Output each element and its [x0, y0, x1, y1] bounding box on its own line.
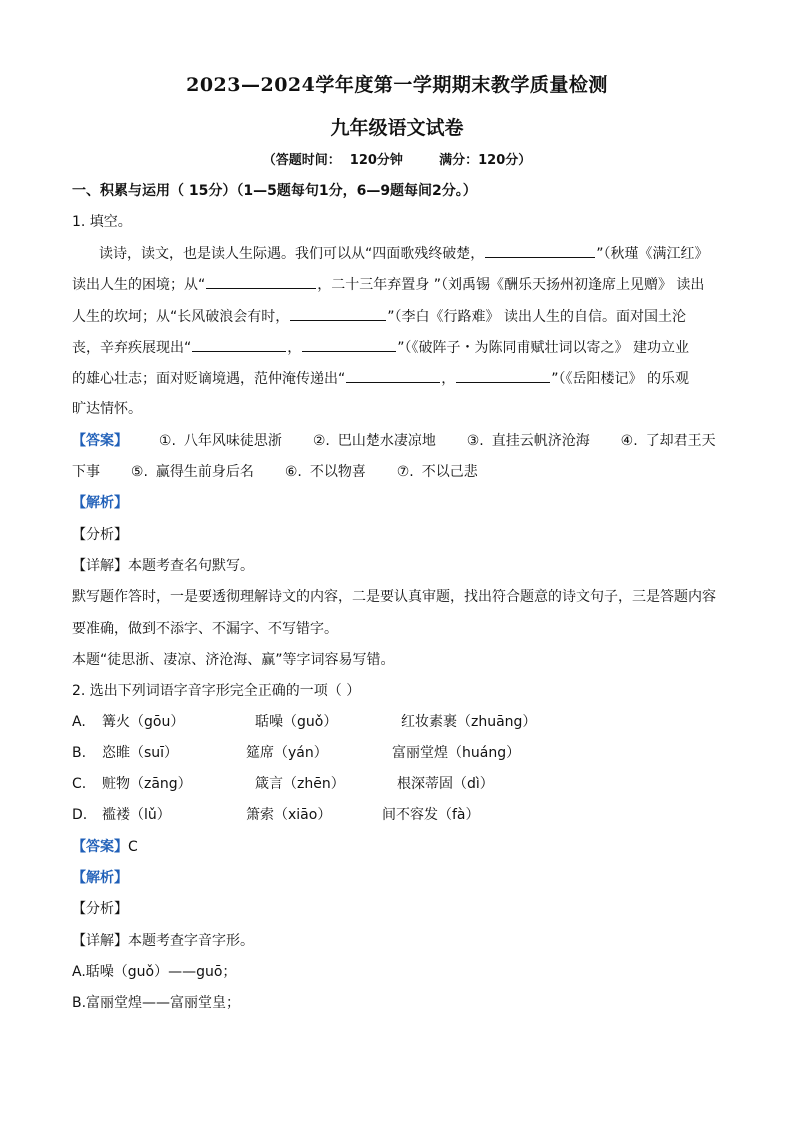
fill-blank [346, 368, 440, 383]
answer-number: ③. [466, 433, 484, 449]
time-info: （答题时间： 120分钟 满分：120分） [262, 153, 532, 168]
analysis-tag: 【解析】 [72, 495, 128, 511]
option-word: 红妆素裹（zhuāng） [401, 714, 537, 730]
passage-text: ”（李白《行路难》 读出人生的自信。面对国土沦 [387, 309, 686, 325]
option-label: B. [72, 745, 87, 761]
explanation-line: A.聒噪（guǒ）——guō； [72, 964, 237, 980]
option-d [72, 805, 732, 825]
option-c [72, 774, 732, 794]
fill-blank [290, 306, 386, 321]
option-word: 根深蒂固（dì） [397, 776, 494, 792]
passage-text: ”（《破阵子・为陈同甫赋壮词以寄之》 建功立业 [397, 340, 689, 356]
question-1-passage-line [72, 274, 732, 295]
option-word: 篝火（gōu） [102, 714, 185, 730]
fenxi-tag: 【分析】 [72, 527, 128, 543]
option-word: 赃物（zāng） [102, 776, 192, 792]
explanation-line: 默写题作答时，一是要透彻理解诗文的内容，二是要认真审题，找出符合题意的诗文句子，三是答题内容 [72, 589, 716, 605]
option-label: D. [72, 807, 88, 823]
option-label: A. [72, 714, 86, 730]
fill-blank [302, 337, 396, 352]
explanation-line: 本题“徒思浙、凄凉、济沧海、赢”等字词容易写错。 [72, 652, 395, 668]
option-word: 间不容发（fà） [382, 807, 480, 823]
detail-text: 本题考查名句默写。 [128, 558, 254, 574]
question-1-passage-line [72, 368, 732, 389]
exam-title: 2023—2024学年度第一学期期末教学质量检测 [186, 74, 608, 96]
fill-blank [485, 243, 595, 258]
section-heading: 一、积累与运用（ 15分）（1—5题每句1分，6—9题每间2分。） [72, 183, 477, 199]
question-1-passage-line: 旷达情怀。 [72, 401, 142, 417]
passage-text: 读出人生的困境；从“ [72, 277, 206, 293]
answer-number: ⑤. [130, 464, 148, 480]
passage-text: ， [441, 371, 456, 387]
answer-tag: 【答案】 [72, 433, 128, 449]
answer-text: 不以物喜 [309, 464, 366, 480]
passage-text: 的雄心壮志；面对贬谪境遇，范仲淹传递出“ [72, 371, 346, 387]
fenxi-tag: 【分析】 [72, 901, 128, 917]
option-word: 箫索（xiāo） [246, 807, 332, 823]
answer-text: 不以己悲 [421, 464, 478, 480]
explanation-line: B.富丽堂煌——富丽堂皇； [72, 995, 241, 1011]
question-2-stem: 2. 选出下列词语字音字形完全正确的一项（ ） [72, 683, 361, 699]
option-label: C. [72, 776, 87, 792]
detail-tag: 【详解】 [72, 933, 128, 949]
option-word: 褴褛（lǔ） [102, 807, 171, 823]
detail-line [72, 931, 732, 951]
exam-subtitle: 九年级语文试卷 [330, 117, 464, 139]
answer-text: C [128, 839, 138, 855]
passage-text: ，二十三年弃置身 ”（刘禹锡《酬乐天扬州初逢席上见赠》 读出 [317, 277, 705, 293]
option-word: 富丽堂煌（huáng） [392, 745, 521, 761]
passage-text: 丧，辛弃疾展现出“ [72, 340, 192, 356]
option-b [72, 743, 732, 763]
answer-number: ④. [620, 433, 638, 449]
passage-text: ”（《岳阳楼记》 的乐观 [551, 371, 689, 387]
answer-text: 直挂云帆济沧海 [491, 433, 590, 449]
analysis-tag: 【解析】 [72, 870, 128, 886]
fill-blank [206, 274, 316, 289]
answer-text: 了却君王天 [645, 433, 716, 449]
answer-text: 巴山楚水凄凉地 [337, 433, 436, 449]
passage-text: ， [287, 340, 302, 356]
answer-text: 八年风味徒思浙 [183, 433, 282, 449]
question-1-answer-cont [72, 462, 732, 482]
answer-number: ②. [312, 433, 330, 449]
answer-number: ⑦. [396, 464, 414, 480]
passage-text: 读诗，读文，也是读人生际遇。我们可以从“四面歌残终破楚， [99, 246, 485, 262]
answer-text: 下事 [72, 464, 100, 480]
detail-tag: 【详解】 [72, 558, 128, 574]
option-a [72, 712, 732, 732]
detail-text: 本题考查字音字形。 [128, 933, 254, 949]
option-word: 筵席（yán） [246, 745, 328, 761]
option-word: 聒噪（guǒ） [255, 714, 338, 730]
explanation-line: 要准确，做到不添字、不漏字、不写错字。 [72, 621, 338, 637]
question-1-passage-line [72, 306, 732, 327]
question-1-answer [72, 431, 732, 451]
question-1-stem: 1. 填空。 [72, 214, 132, 230]
fill-blank [192, 337, 286, 352]
answer-number: ①. [158, 433, 176, 449]
passage-text: 人生的坎坷；从“长风破浪会有时， [72, 309, 290, 325]
answer-tag: 【答案】 [72, 839, 128, 855]
detail-line [72, 556, 732, 576]
option-word: 箴言（zhēn） [255, 776, 345, 792]
question-1-passage-line [72, 337, 732, 358]
answer-number: ⑥. [284, 464, 302, 480]
question-1-passage-line [99, 243, 732, 264]
question-2-answer [72, 837, 732, 857]
fill-blank [456, 368, 550, 383]
answer-text: 赢得生前身后名 [155, 464, 254, 480]
passage-text: ”（秋瑾《满江红》 [596, 246, 709, 262]
option-word: 恣睢（suī） [102, 745, 179, 761]
